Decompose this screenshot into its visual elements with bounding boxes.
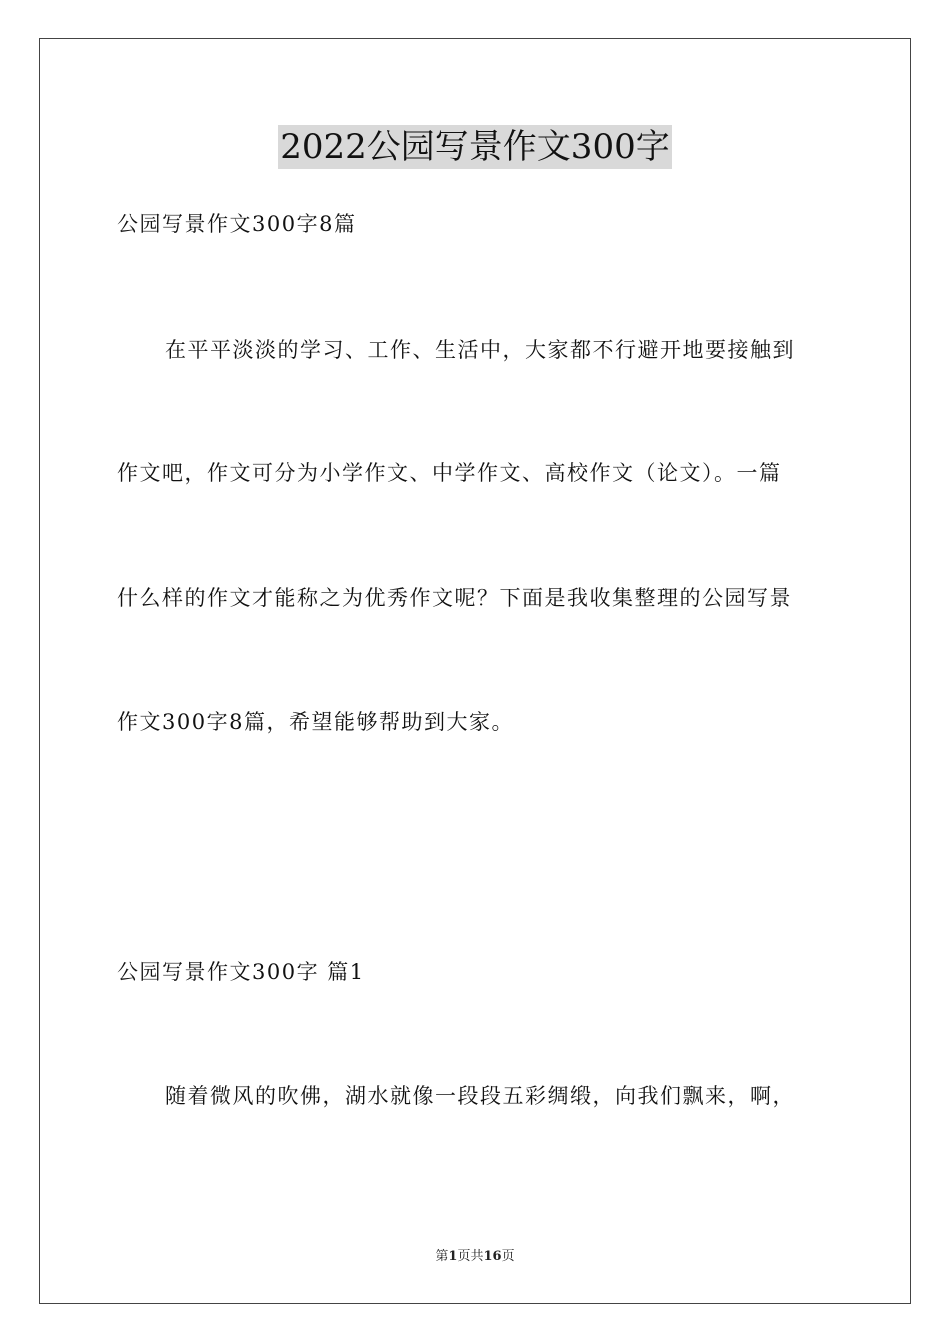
- footer-total-suffix: 页: [501, 1249, 515, 1264]
- title-container: [0, 125, 950, 169]
- page-footer: [0, 1248, 950, 1266]
- document-subtitle: 公园写景作文300字8篇: [117, 212, 357, 236]
- intro-line-4: 作文300字8篇，希望能够帮助到大家。: [117, 710, 514, 734]
- intro-line-1: 在平平淡淡的学习、工作、生活中，大家都不行避开地要接触到: [165, 338, 795, 362]
- intro-line-2: 作文吧，作文可分为小学作文、中学作文、高校作文（论文）。一篇: [117, 461, 782, 485]
- intro-line-3: 什么样的作文才能称之为优秀作文呢？下面是我收集整理的公园写景: [117, 586, 792, 610]
- document-title: 2022公园写景作文300字: [280, 127, 670, 167]
- section-line-1: 随着微风的吹佛，湖水就像一段段五彩绸缎，向我们飘来，啊，: [165, 1084, 795, 1108]
- footer-page-suffix: 页: [457, 1249, 471, 1264]
- footer-total-prefix: 共: [470, 1249, 484, 1264]
- footer-total-pages: 16: [483, 1249, 502, 1264]
- footer-page-prefix: 第: [435, 1249, 449, 1264]
- section-heading: 公园写景作文300字 篇1: [117, 960, 365, 984]
- footer-page-current: 1: [448, 1249, 458, 1264]
